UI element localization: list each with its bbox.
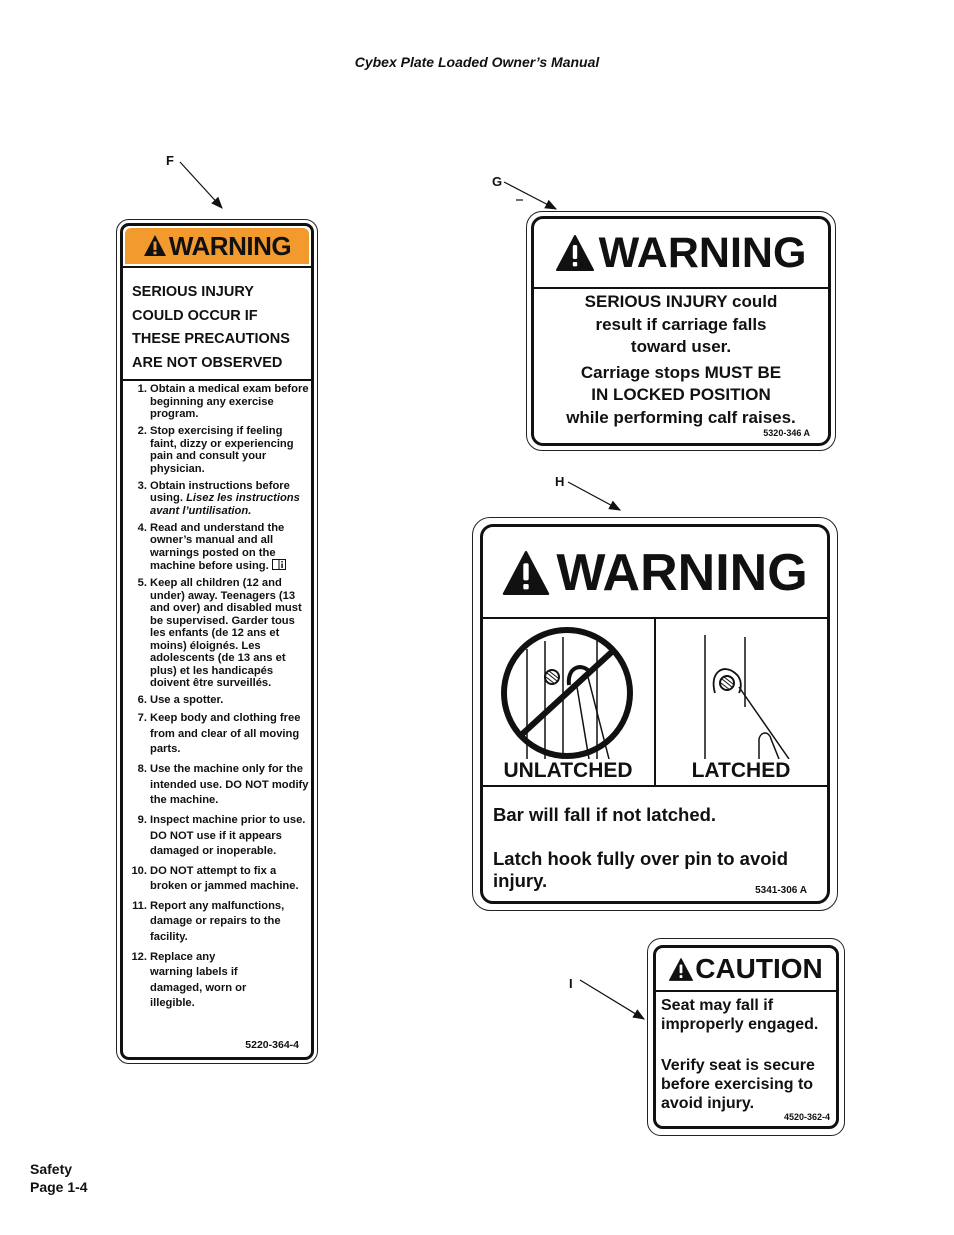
label-f-precaution-list [128,383,312,1016]
label-f-part-number: 5220-364-4 [245,1039,299,1051]
arrow-i [580,980,644,1019]
label-f-signal-word: WARNING [168,230,292,261]
warning-triangle-icon [556,235,594,271]
label-i-message-line-2: Verify seat is secure before exercising to avoid injury. [661,1057,815,1112]
list-item: 12. Replace any warning labels if damaged, worn or illegible. [131,950,247,1009]
list-item: 7. Keep body and clothing free from and clear of all moving parts. [137,712,301,755]
unlatched-hook-pictogram [497,627,637,759]
label-h-header [483,533,827,613]
footer-page-number: Page 1-4 [30,1179,88,1195]
list-item: 8. Use the machine only for the intended use. DO NOT modify the machine. [137,763,309,806]
label-f-headline: SERIOUS INJURY COULD OCCUR IF THESE PRECAUTIONS ARE NOT OBSERVED [132,284,290,371]
list-item: 6. Use a spotter. [137,694,224,706]
latched-caption: LATCHED [691,759,791,782]
label-g-signal-word: WARNING [598,228,807,277]
list-item: 10. DO NOT attempt to fix a broken or jammed machine. [131,865,299,892]
list-item: 9. Inspect machine prior to use. DO NOT use if it appears damaged or inoperable. [137,814,306,857]
warning-triangle-icon [143,234,167,258]
list-item: 5. Keep all children (12 and under) away. Teenagers (13 and over) and disabled must be supervised. Garder tous les enfants (de 12 ans et moins) éloignés. Les adolescents (de 13 ans et plus) et les handicapés doivent être surveillés. [137,577,302,689]
latched-hook-pictogram [683,627,813,759]
label-g-message: SERIOUS INJURY could result if carriage falls toward user. Carriage stops MUST BE IN LOCKED POSITION while performing calf raises. [566,292,796,427]
label-g-header [534,221,828,285]
callout-f: F [166,153,174,168]
list-item: 11. Report any malfunctions, damage or repairs to the facility. [132,899,285,943]
label-h-message-line-1: Bar will fall if not latched. [493,804,717,825]
callout-h: H [555,474,565,489]
arrow-g [504,182,556,209]
callout-g: G [492,174,503,189]
manual-book-icon [272,559,286,570]
label-g [526,211,836,451]
label-h [472,517,838,911]
page-header: Cybex Plate Loaded Owner’s Manual [354,54,600,70]
label-f [116,219,318,1064]
label-i-message-line-1: Seat may fall if improperly engaged. [661,997,819,1033]
label-h-signal-word: WARNING [556,544,808,602]
footer-section: Safety [30,1161,73,1177]
label-h-part-number: 5341-306 A [755,885,807,896]
warning-triangle-icon [502,551,550,595]
label-i-signal-word: CAUTION [695,953,823,984]
callout-i: I [569,976,573,991]
label-h-message-line-2: Latch hook fully over pin to avoid injury. [493,848,788,891]
label-i-header [656,950,836,988]
unlatched-caption: UNLATCHED [503,759,633,782]
label-i [647,938,845,1136]
list-item: 4. Read and understand the owner’s manual and all warnings posted on the machine before using. [137,521,285,572]
list-item: 3. Obtain instructions before using. Lisez les instructions avant l’untilisation. [137,479,300,517]
label-g-part-number: 5320-346 A [763,428,810,438]
label-i-part-number: 4520-362-4 [783,1112,830,1122]
caution-triangle-icon [669,958,693,981]
list-item: 1. Obtain a medical exam before beginning any exercise program. [137,383,309,420]
label-f-header [125,228,309,264]
arrow-f [180,162,222,208]
list-item: 2. Stop exercising if feeling faint, dizzy or experiencing pain and consult your physician. [137,425,294,475]
arrow-h [568,482,620,510]
